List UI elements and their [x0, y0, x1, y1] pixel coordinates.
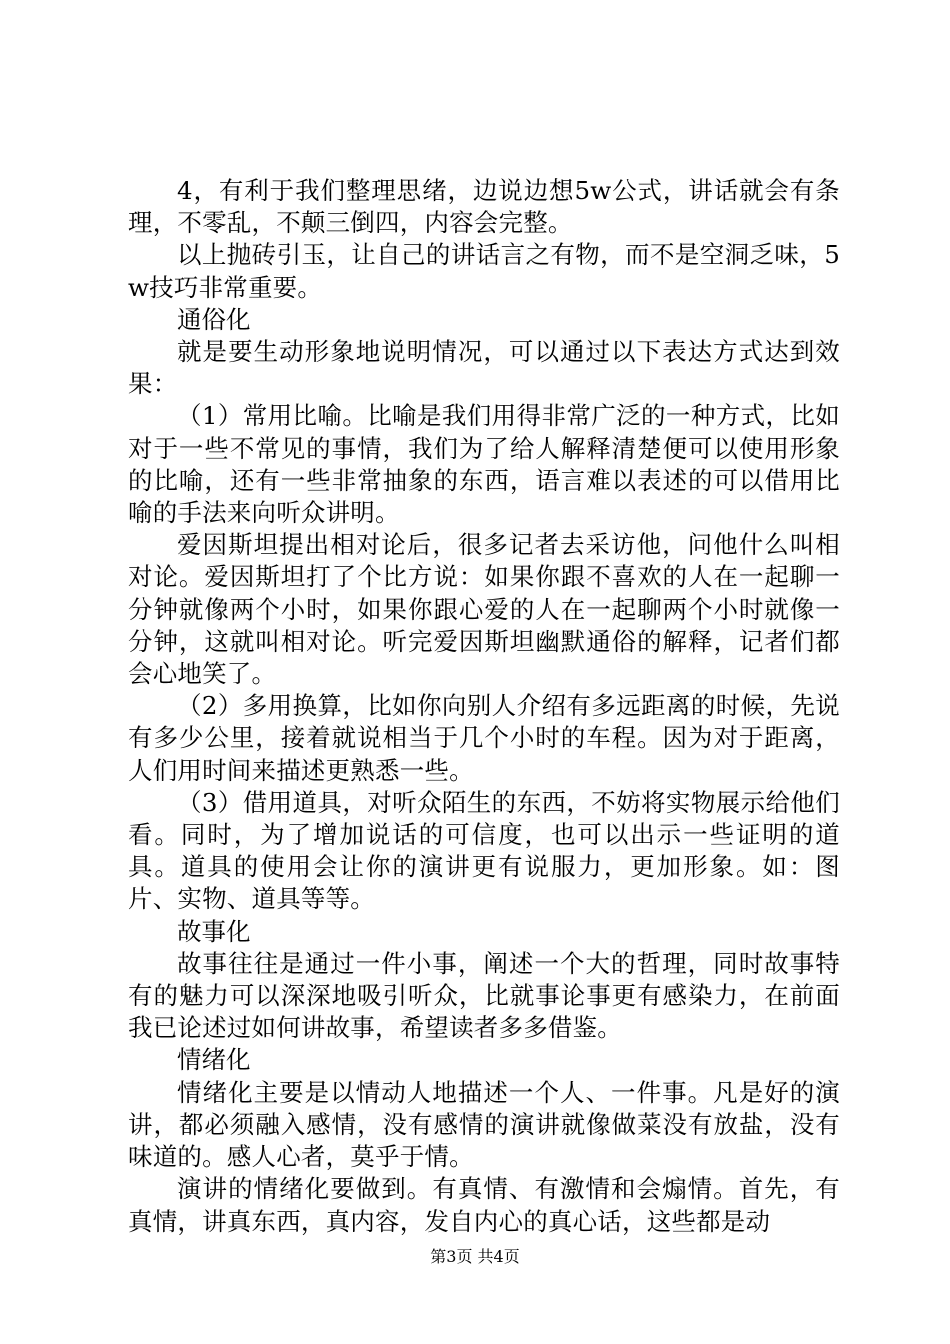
paragraph: 演讲的情绪化要做到。有真情、有激情和会煽情。首先，有真情，讲真东西，真内容，发自内心的真心话，这些都是动 — [128, 1174, 840, 1236]
paragraph: 就是要生动形象地说明情况，可以通过以下表达方式达到效果： — [128, 337, 840, 399]
paragraph: （3）借用道具，对听众陌生的东西，不妨将实物展示给他们看。同时，为了增加说话的可信度，也可以出示一些证明的道具。道具的使用会让你的演讲更有说服力，更加形象。如：图片、实物、道具等等。 — [128, 787, 840, 914]
section-heading: 故事化 — [177, 916, 251, 946]
section-heading: 通俗化 — [177, 304, 251, 334]
paragraph: （1）常用比喻。比喻是我们用得非常广泛的一种方式，比如对于一些不常见的事情，我们为了给人解释清楚便可以使用形象的比喻，还有一些非常抽象的东西，语言难以表述的可以借用比喻的手法来向听众讲明。 — [128, 401, 840, 528]
paragraph: 爱因斯坦提出相对论后，很多记者去采访他，问他什么叫相对论。爱因斯坦打了个比方说：如果你跟不喜欢的人在一起聊一分钟就像两个小时，如果你跟心爱的人在一起聊两个小时就像一分钟，这就叫相对论。听完爱因斯坦幽默通俗的解释，记者们都会心地笑了。 — [128, 530, 840, 689]
page-footer: 第3页 共4页 — [430, 1247, 520, 1266]
paragraph: 故事往往是通过一件小事，阐述一个大的哲理，同时故事特有的魅力可以深深地吸引听众，比就事论事更有感染力，在前面我已论述过如何讲故事，希望读者多多借鉴。 — [128, 948, 840, 1043]
page-body — [128, 175, 840, 1238]
paragraph: 4，有利于我们整理思绪，边说边想5w公式，讲话就会有条理，不零乱，不颠三倒四，内容会完整。 — [128, 176, 840, 238]
section-heading: 情绪化 — [177, 1045, 251, 1075]
paragraph: 以上抛砖引玉，让自己的讲话言之有物，而不是空洞乏味，5w技巧非常重要。 — [128, 240, 840, 302]
paragraph: （2）多用换算，比如你向别人介绍有多远距离的时候，先说有多少公里，接着就说相当于几个小时的车程。因为对于距离，人们用时间来描述更熟悉一些。 — [128, 691, 840, 785]
paragraph: 情绪化主要是以情动人地描述一个人、一件事。凡是好的演讲，都必须融入感情，没有感情的演讲就像做菜没有放盐，没有味道的。感人心者，莫乎于情。 — [128, 1077, 840, 1172]
